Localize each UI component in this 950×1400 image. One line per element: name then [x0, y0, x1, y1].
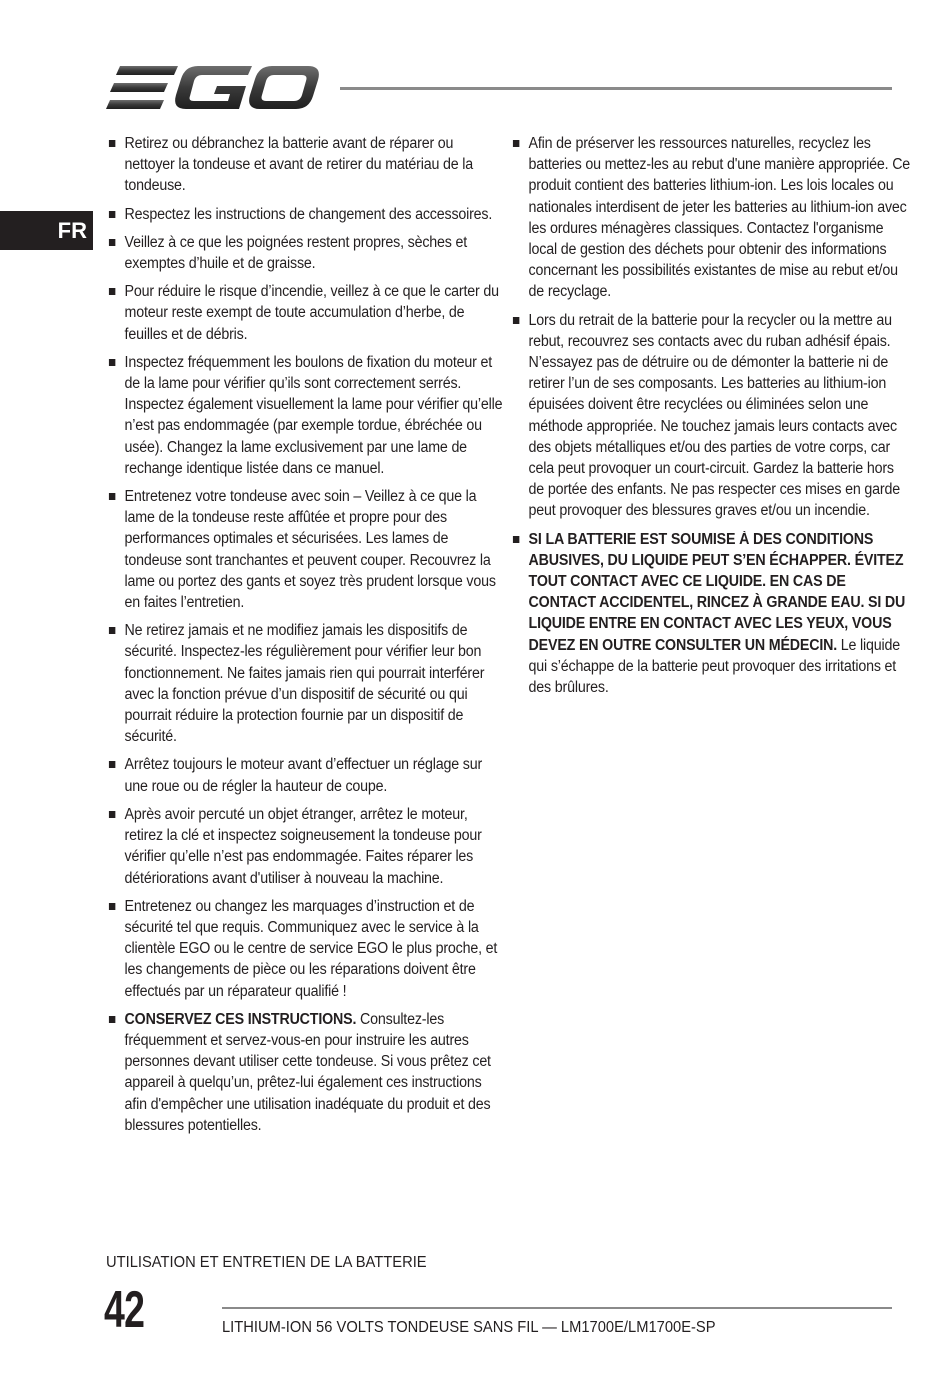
bullet-icon: [513, 536, 519, 543]
bullet-icon: [109, 1016, 115, 1023]
bullet-icon: [109, 903, 115, 910]
list-item: Inspectez fréquemment les boulons de fixation du moteur et de la lame pour vérifier qu’ils sont correctement serrés. Inspectez également visuellement la lame pour vérifier qu’elle n’est pas endommagée (par exemple tordue, ébréchée ou usée). Changez la lame exclusivement par une lame de rechange identique listée dans ce manuel.: [108, 352, 506, 479]
list-item: Veillez à ce que les poignées restent propres, sèches et exemptes d’huile et de graisse.: [108, 232, 506, 274]
left-column: [108, 133, 503, 1143]
bullet-icon: [109, 288, 115, 295]
right-column: [512, 133, 911, 705]
language-tab: FR: [0, 211, 93, 250]
list-item: Afin de préserver les ressources naturelles, recyclez les batteries ou mettez-les au rebut d'une manière appropriée. Ce produit contient des batteries lithium-ion. Les lois locales ou nationales interdisent de jeter les batteries au lithium-ion avec les ordures ménagères classiques. Contactez l'organisme local de gestion des déchets pour obtenir des informations concernant les possibilités existantes de mise au rebut et/ou de recyclage.: [512, 133, 910, 303]
bullet-icon: [109, 627, 115, 634]
list-item: Lors du retrait de la batterie pour la recycler ou la mettre au rebut, recouvrez ses contacts avec du ruban adhésif épais. N’essayez pas de détruire ou de démonter la batterie ni de retirer l’un de ses composants. Les batteries au lithium-ion épuisées doivent être recyclées ou éliminées selon une méthode appropriée. Ne touchez jamais leurs contacts avec des objets métalliques et/ou des parties de votre corps, car cela peut provoquer un court-circuit. Gardez la batterie hors de portée des enfants. Ne pas respecter ces mises en garde peut provoquer des blessures graves et/ou un incendie.: [512, 310, 910, 522]
list-item-conserve: CONSERVEZ CES INSTRUCTIONS. Consultez-les fréquemment et servez-vous-en pour instruire les autres personnes devant utiliser cette tondeuse. Si vous prêtez cet appareil à quelqu’un, prêtez-lui également ces instructions afin d'empêcher une utilisation inadéquate du produit et des blessures potentielles.: [108, 1009, 506, 1136]
bullet-icon: [109, 811, 115, 818]
bullet-icon: [109, 761, 115, 768]
list-item: Après avoir percuté un objet étranger, arrêtez le moteur, retirez la clé et inspectez soigneusement la tondeuse pour vérifier qu’elle n’est pas endommagée. Faites réparer les détériorations avant d'utiliser à nouveau la machine.: [108, 804, 506, 889]
footer-rule: [222, 1307, 892, 1309]
section-heading: UTILISATION ET ENTRETIEN DE LA BATTERIE: [106, 1254, 427, 1271]
bullet-icon: [109, 493, 115, 500]
bullet-icon: [513, 317, 519, 324]
footer-product-title: LITHIUM-ION 56 VOLTS TONDEUSE SANS FIL — LM1700E/LM1700E-SP: [222, 1319, 716, 1336]
page-number: 42: [104, 1281, 145, 1339]
battery-warning-bold: SI LA BATTERIE EST SOUMISE À DES CONDITIONS ABUSIVES, DU LIQUIDE PEUT S’EN ÉCHAPPER. ÉVITEZ TOUT CONTACT AVEC CE LIQUIDE. EN CAS DE CONTACT ACCIDENTEL, RINCEZ À GRANDE EAU. SI DU LIQUIDE ENTRE EN CONTACT AVEC LES YEUX, VOUS DEVEZ EN OUTRE CONSULTER UN MÉDECIN.: [528, 530, 906, 654]
conserve-instructions-bold: CONSERVEZ CES INSTRUCTIONS.: [124, 1010, 357, 1028]
list-item: Entretenez votre tondeuse avec soin – Veillez à ce que la lame de la tondeuse reste affûtée et propre pour des performances optimales et sécurisées. Les lames de tondeuse sont tranchantes et peuvent couper. Recouvrez la lame ou portez des gants et soyez très prudent lorsque vous en faites l’entretien.: [108, 486, 506, 613]
list-item-warning: SI LA BATTERIE EST SOUMISE À DES CONDITIONS ABUSIVES, DU LIQUIDE PEUT S’EN ÉCHAPPER. ÉVITEZ TOUT CONTACT AVEC CE LIQUIDE. EN CAS DE CONTACT ACCIDENTEL, RINCEZ À GRANDE EAU. SI DU LIQUIDE ENTRE EN CONTACT AVEC LES YEUX, VOUS DEVEZ EN OUTRE CONSULTER UN MÉDECIN. Le liquide qui s’échappe de la batterie peut provoquer des irritations et des brûlures.: [512, 529, 910, 699]
list-item: Pour réduire le risque d’incendie, veillez à ce que le carter du moteur reste exempt de toute accumulation d’herbe, de feuilles et de débris.: [108, 281, 506, 345]
list-item: Entretenez ou changez les marquages d’instruction et de sécurité tel que requis. Communiquez avec le service à la clientèle EGO ou le centre de service EGO le plus proche, et les changements de pièce ou les réparations doivent être effectués par un réparateur qualifié !: [108, 896, 506, 1002]
bullet-icon: [109, 211, 115, 218]
list-item: Retirez ou débranchez la batterie avant de réparer ou nettoyer la tondeuse et avant de retirer du matériau de la tondeuse.: [108, 133, 506, 197]
list-item: Respectez les instructions de changement des accessoires.: [108, 204, 506, 225]
header-rule: [340, 87, 892, 90]
ego-logo: [106, 64, 320, 112]
bullet-icon: [109, 359, 115, 366]
list-item: Ne retirez jamais et ne modifiez jamais les dispositifs de sécurité. Inspectez-les régulièrement pour vérifier leur bon fonctionnement. Ne faites jamais rien qui pourrait interférer avec la fonction prévue d’un dispositif de sécurité ou qui pourrait réduire la protection fournie par un dispositif de sécurité.: [108, 620, 506, 747]
list-item: Arrêtez toujours le moteur avant d’effectuer un réglage sur une roue ou de régler la hauteur de coupe.: [108, 754, 506, 796]
bullet-icon: [513, 140, 519, 147]
bullet-icon: [109, 140, 115, 147]
bullet-icon: [109, 239, 115, 246]
